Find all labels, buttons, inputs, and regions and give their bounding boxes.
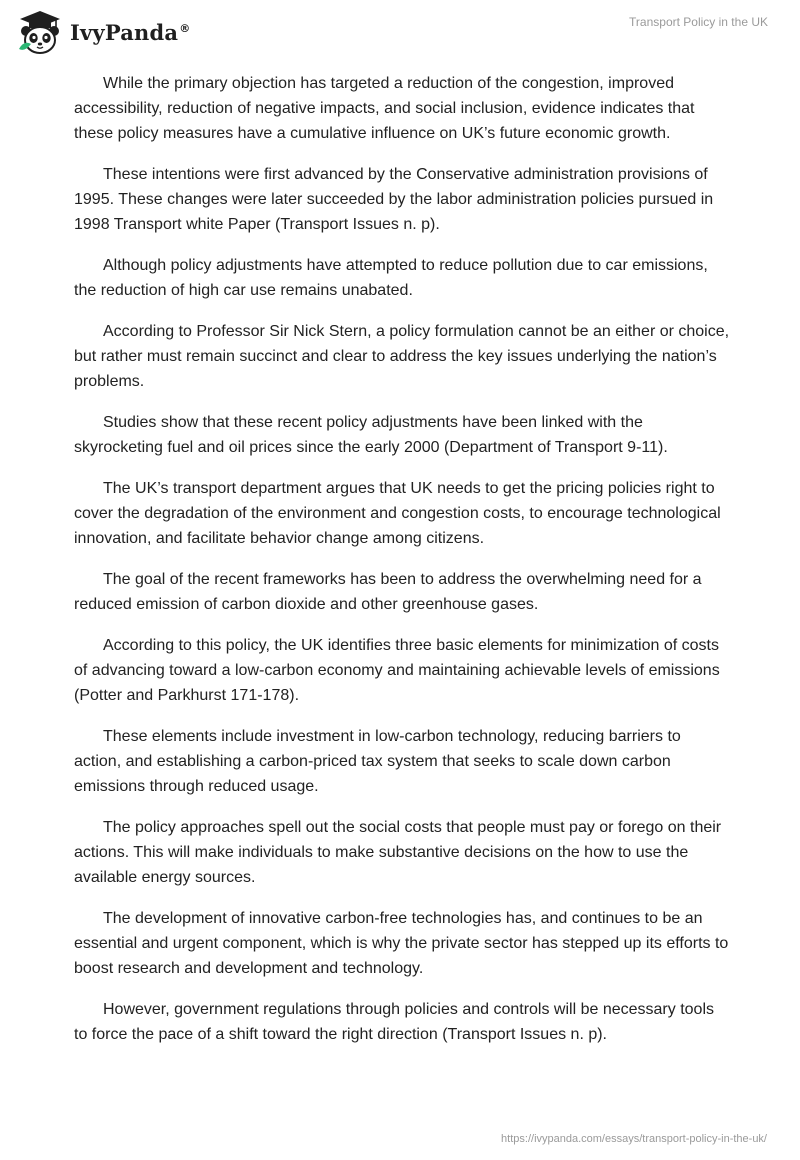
paragraph: While the primary objection has targeted a reduction of the congestion, improved accessibility, reduction of negative impacts, and social inclusion, evidence indicates that these policy measures have a cumulative influence on UK’s future economic growth. <box>74 75 695 142</box>
paragraph: However, government regulations through policies and controls will be necessary tools to force the pace of a shift toward the right direction (Transport Issues n. p). <box>74 1001 714 1043</box>
registered-mark: ® <box>179 21 191 35</box>
panda-graduate-icon <box>16 9 64 55</box>
essay-body <box>74 71 730 1063</box>
paragraph: The goal of the recent frameworks has been to address the overwhelming need for a reduced emission of carbon dioxide and other greenhouse gases. <box>74 571 702 613</box>
paragraph: The UK’s transport department argues that UK needs to get the pricing policies right to cover the degradation of the environment and congestion costs, to encourage technological innovation, and facilitate behavior change among citizens. <box>74 480 721 547</box>
paragraph: Although policy adjustments have attempted to reduce pollution due to car emissions, the reduction of high car use remains unabated. <box>74 257 708 299</box>
paragraph: According to this policy, the UK identifies three basic elements for minimization of costs of advancing toward a low-carbon economy and maintaining achievable levels of emissions (Potter and Parkhurst 171-178). <box>74 637 720 704</box>
paragraph: Studies show that these recent policy adjustments have been linked with the skyrocketing fuel and oil prices since the early 2000 (Department of Transport 9-11). <box>74 414 668 456</box>
paragraph: These intentions were first advanced by the Conservative administration provisions of 1995. These changes were later succeeded by the labor administration policies pursued in 1998 Transport white Paper (Transport Issues n. p). <box>74 166 714 233</box>
brand-name: IvyPanda® <box>70 19 191 45</box>
paragraph: The policy approaches spell out the social costs that people must pay or forego on their actions. This will make individuals to make substantive decisions on the how to use the available energy sources. <box>74 819 722 886</box>
paragraph: These elements include investment in low-carbon technology, reducing barriers to action, and establishing a carbon-priced tax system that seeks to scale down carbon emissions through reduced usage. <box>74 728 681 795</box>
brand-logo[interactable] <box>16 9 190 55</box>
document-title: Transport Policy in the UK <box>629 15 768 29</box>
paragraph: According to Professor Sir Nick Stern, a policy formulation cannot be an either or choice, but rather must remain succinct and clear to address the key issues underlying the nation’s problems. <box>74 323 730 390</box>
page-header <box>0 0 800 60</box>
paragraph: The development of innovative carbon-free technologies has, and continues to be an essential and urgent component, which is why the private sector has stepped up its efforts to boost research and development and technology. <box>74 910 729 977</box>
source-url-link[interactable]: https://ivypanda.com/essays/transport-policy-in-the-uk/ <box>501 1133 767 1145</box>
